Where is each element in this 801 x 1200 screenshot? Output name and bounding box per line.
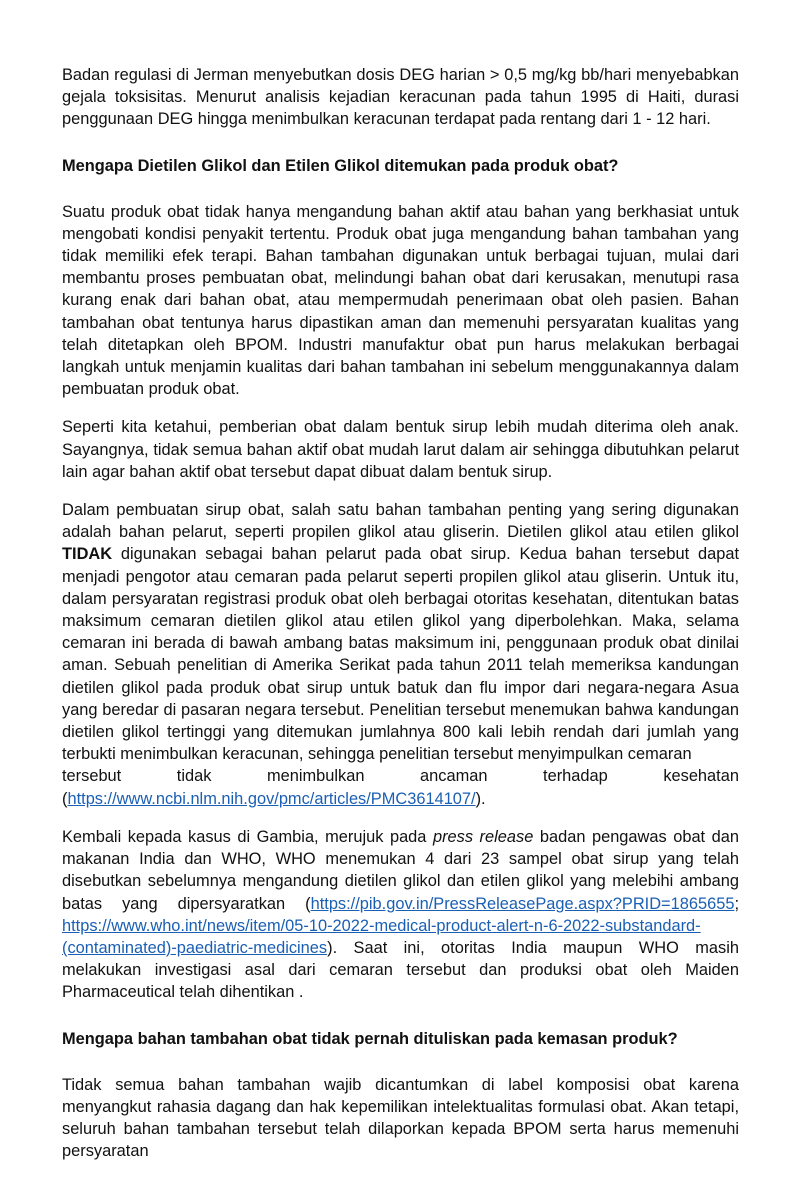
spread-word: tidak xyxy=(176,767,212,786)
solvent-spread-line xyxy=(62,765,739,787)
solvent-text-a: Dalam pembuatan sirup obat, salah satu bahan tambahan penting yang sering digunakan adalah bahan pelarut, seperti propilen glikol atau gliserin. Dietilen glikol atau etilen glikol xyxy=(62,501,739,542)
heading-excipient-label: Mengapa bahan tambahan obat tidak pernah dituliskan pada kemasan produk? xyxy=(62,1029,678,1048)
link-separator: ; xyxy=(734,894,739,913)
paragraph-deg-dose: Badan regulasi di Jerman menyebutkan dosis DEG harian > 0,5 mg/kg bb/hari menyebabkan gejala toksisitas. Menurut analisis kejadian keracunan pada tahun 1995 di Haiti, durasi penggunaan DEG hingga menimbulkan keracunan terdapat pada rentang dari 1 - 12 hari. xyxy=(62,66,739,129)
gambia-text-b: badan pengawas obat dan makanan India dan WHO, WHO menemukan 4 dari 23 sampel obat sirup yang telah disebutkan sebelumnya mengandung dietilen glikol dan etilen glikol yang melebihi ambang batas yang dipersyaratkan ( xyxy=(62,827,739,913)
paragraph-label-composition: Tidak semua bahan tambahan wajib dicantumkan di label komposisi obat karena menyangkut rahasia dagang dan hak kepemilikan intelektualitas formulasi obat. Akan tetapi, seluruh bahan tambahan tersebut telah dilaporkan kepada BPOM serta harus memenuhi persyaratan xyxy=(62,1075,739,1161)
heading-why-deg-eg: Mengapa Dietilen Glikol dan Etilen Glikol ditemukan pada produk obat? xyxy=(62,156,619,175)
spread-word: tersebut xyxy=(62,767,122,786)
spread-word: kesehatan xyxy=(663,767,739,786)
gambia-text-a: Kembali kepada kasus di Gambia, merujuk pada xyxy=(62,827,433,846)
paren-close: ). xyxy=(475,789,486,808)
paragraph-gambia xyxy=(62,826,739,1004)
solvent-citation-line xyxy=(62,788,739,810)
pib-link[interactable]: https://pib.gov.in/PressReleasePage.aspx?PRID=1865655 xyxy=(310,894,735,913)
solvent-text-b: digunakan sebagai bahan pelarut pada obat sirup. Kedua bahan tersebut dapat menjadi pengotor atau cemaran pada pelarut seperti propilen glikol atau gliserin. Untuk itu, dalam persyaratan registrasi produk obat oleh berbagai otoritas kesehatan, ditentukan batas maksimum cemaran dietilen glikol atau etilen glikol yang diperbolehkan. Maka, selama cemaran ini berada di bawah ambang batas maksimum ini, penggunaan produk obat dinilai aman. Sebuah penelitian di Amerika Serikat pada tahun 2011 telah memeriksa kandungan dietilen glikol pada produk obat sirup untuk batuk dan flu impor dari negara-negara Asua yang beredar di pasaran negara tersebut. Penelitian tersebut menemukan bahwa kandungan dietilen glikol tertinggi yang ditemukan jumlahnya 800 kali lebih rendah dari jumlah yang terbukti menimbulkan keracunan, sehingga penelitian tersebut menyimpulkan cemaran xyxy=(62,545,739,764)
paragraph-excipients: Suatu produk obat tidak hanya mengandung bahan aktif atau bahan yang berkhasiat untuk mengobati kondisi penyakit tertentu. Produk obat juga mengandung bahan tambahan yang tidak memiliki efek terapi. Bahan tambahan digunakan untuk berbagai tujuan, mulai dari membantu proses pembuatan obat, melindungi bahan obat dari kerusakan, menutupi rasa kurang enak dari bahan obat, atau mempermudah penerimaan obat oleh pasien. Bahan tambahan obat tentunya harus dipastikan aman dan memenuhi persyaratan kualitas yang telah ditetapkan oleh BPOM. Industri manufaktur obat pun harus melakukan berbagai langkah untuk menjamin kualitas dari bahan tambahan ini sebelum menggunakannya dalam pembuatan produk obat. xyxy=(62,202,739,399)
paragraph-syrup: Seperti kita ketahui, pemberian obat dalam bentuk sirup lebih mudah diterima oleh anak. Sayangnya, tidak semua bahan aktif obat mudah larut dalam air sehingga dibutuhkan pelarut lain agar bahan aktif obat tersebut dapat dibuat dalam bentuk sirup. xyxy=(62,418,739,481)
spread-word: ancaman xyxy=(420,767,488,786)
who-link[interactable]: https://www.who.int/news/item/05-10-2022-medical-product-alert-n-6-2022-substandard-(contaminated)-paediatric-medicines xyxy=(62,916,701,957)
gambia-text-c: ). Saat ini, otoritas India maupun WHO masih melakukan investigasi asal dari cemaran tersebut dan produksi obat oleh Maiden Pharmaceutical telah dihentikan . xyxy=(62,938,739,1002)
spread-word: terhadap xyxy=(543,767,608,786)
spread-word: menimbulkan xyxy=(266,767,365,786)
ncbi-link[interactable]: https://www.ncbi.nlm.nih.gov/pmc/articles/PMC3614107/ xyxy=(67,789,476,808)
gambia-italic-press-release: press release xyxy=(432,827,534,846)
solvent-bold-tidak: TIDAK xyxy=(62,545,113,564)
paragraph-solvent xyxy=(62,499,739,810)
paren-open: ( xyxy=(62,789,68,808)
